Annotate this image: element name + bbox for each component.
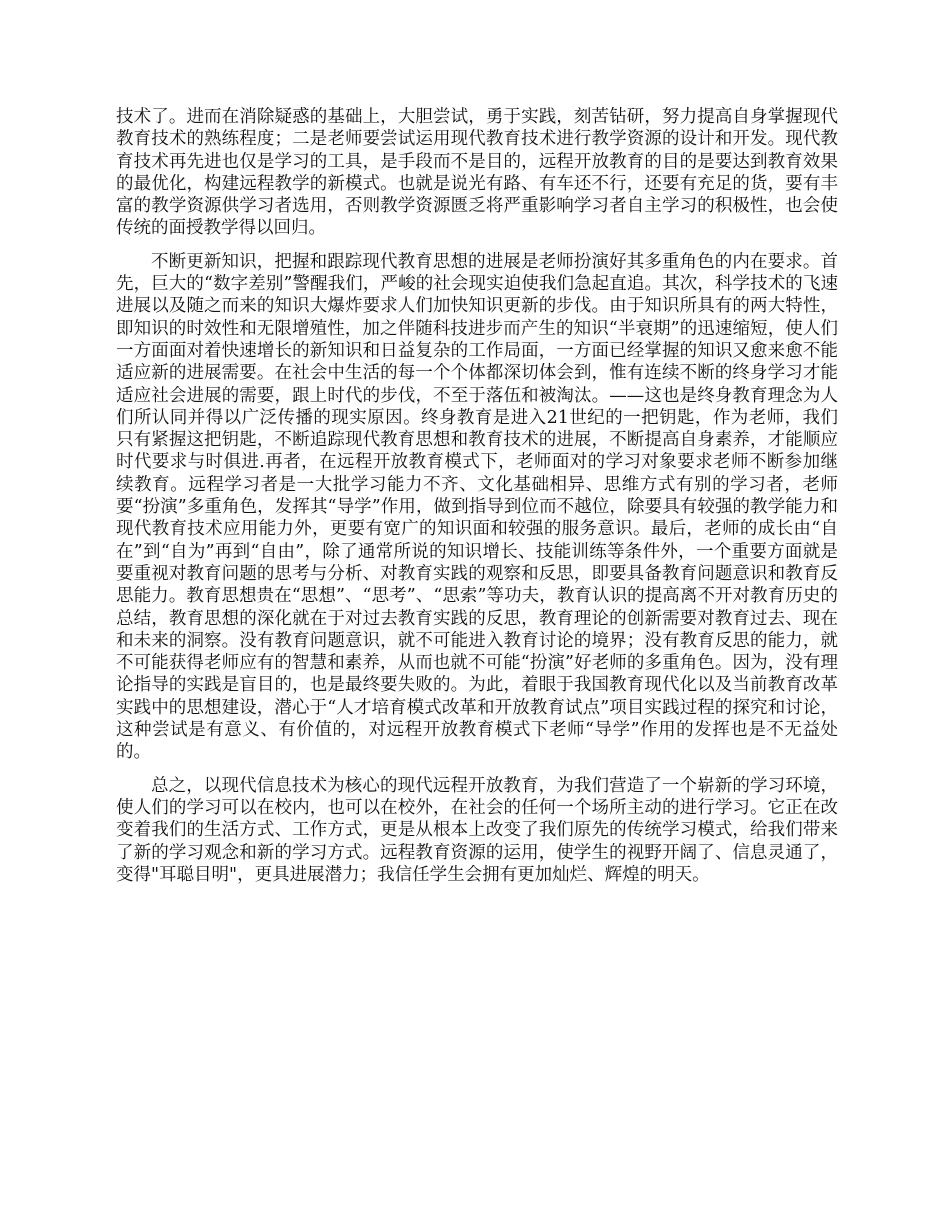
paragraph-2: 不断更新知识，把握和跟踪现代教育思想的进展是老师扮演好其多重角色的内在要求。首先，巨大的“数字差别”警醒我们，严峻的社会现实迫使我们急起直追。其次，科学技术的飞速进展以及随之而来的知识大爆炸要求人们加快知识更新的步伐。由于知识所具有的两大特性，即知识的时效性和无限增殖性，加之伴随科技进步而产生的知识“半衰期”的迅速缩短，使人们一方面面对着快速增长的新知识和日益复杂的工作局面，一方面已经掌握的知识又愈来愈不能适应新的进展需要。在社会中生活的每一个个体都深切体会到，惟有连续不断的终身学习才能适应社会进展的需要，跟上时代的步伐，不至于落伍和被淘汰。——这也是终身教育理念为人们所认同并得以广泛传播的现实原因。终身教育是进入21世纪的一把钥匙，作为老师，我们只有紧握这把钥匙，不断追踪现代教育思想和教育技术的进展，不断提高自身素养，才能顺应时代要求与时俱进.再者，在远程开放教育模式下，老师面对的学习对象要求老师不断参加继续教育。远程学习者是一大批学习能力不齐、文化基础相异、思维方式有别的学习者，老师要“扮演”多重角色，发挥其“导学”作用，做到指导到位而不越位，除要具有较强的教学能力和现代教育技术应用能力外，更要有宽广的知识面和较强的服务意识。最后，老师的成长由“自在”到“自为”再到“自由”，除了通常所说的知识增长、技能训练等条件外，一个重要方面就是要重视对教育问题的思考与分析、对教育实践的观察和反思，即要具备教育问题意识和教育反思能力。教育思想贵在“思想”、“思考”、“思索”等功夫，教育认识的提高离不开对教育历史的总结，教育思想的深化就在于对过去教育实践的反思，教育理论的创新需要对教育过去、现在和未来的洞察。没有教育问题意识，就不可能进入教育讨论的境界；没有教育反思的能力，就不可能获得老师应有的智慧和素养，从而也就不可能“扮演”好老师的多重角色。因为，没有理论指导的实践是盲目的，也是最终要失败的。为此，着眼于我国教育现代化以及当前教育改革实践中的思想建设，潜心于“人才培育模式改革和开放教育试点”项目实践过程的探究和讨论，这种尝试是有意义、有价值的，对远程开放教育模式下老师“导学”作用的发挥也是不无益处的。 [116,251,838,763]
paragraph-3: 总之，以现代信息技术为核心的现代远程开放教育，为我们营造了一个崭新的学习环境，使人们的学习可以在校内，也可以在校外，在社会的任何一个场所主动的进行学习。它正在改变着我们的生活方式、工作方式，更是从根本上改变了我们原先的传统学习模式，给我们带来了新的学习观念和新的学习方式。远程教育资源的运用，使学生的视野开阔了、信息灵通了，变得"耳聪目明"，更具进展潜力；我信任学生会拥有更加灿烂、辉煌的明天。 [116,775,838,885]
paragraph-1: 技术了。进而在消除疑惑的基础上，大胆尝试，勇于实践，刻苦钻研，努力提高自身掌握现代教育技术的熟练程度；二是老师要尝试运用现代教育技术进行教学资源的设计和开发。现代教育技术再先进也仅是学习的工具，是手段而不是目的，远程开放教育的目的是要达到教育效果的最优化，构建远程教学的新模式。也就是说光有路、有车还不行，还要有充足的货，要有丰富的教学资源供学习者选用，否则教学资源匮乏将严重影响学习者自主学习的积极性，也会使传统的面授教学得以回归。 [116,107,838,239]
document-body [116,106,838,897]
